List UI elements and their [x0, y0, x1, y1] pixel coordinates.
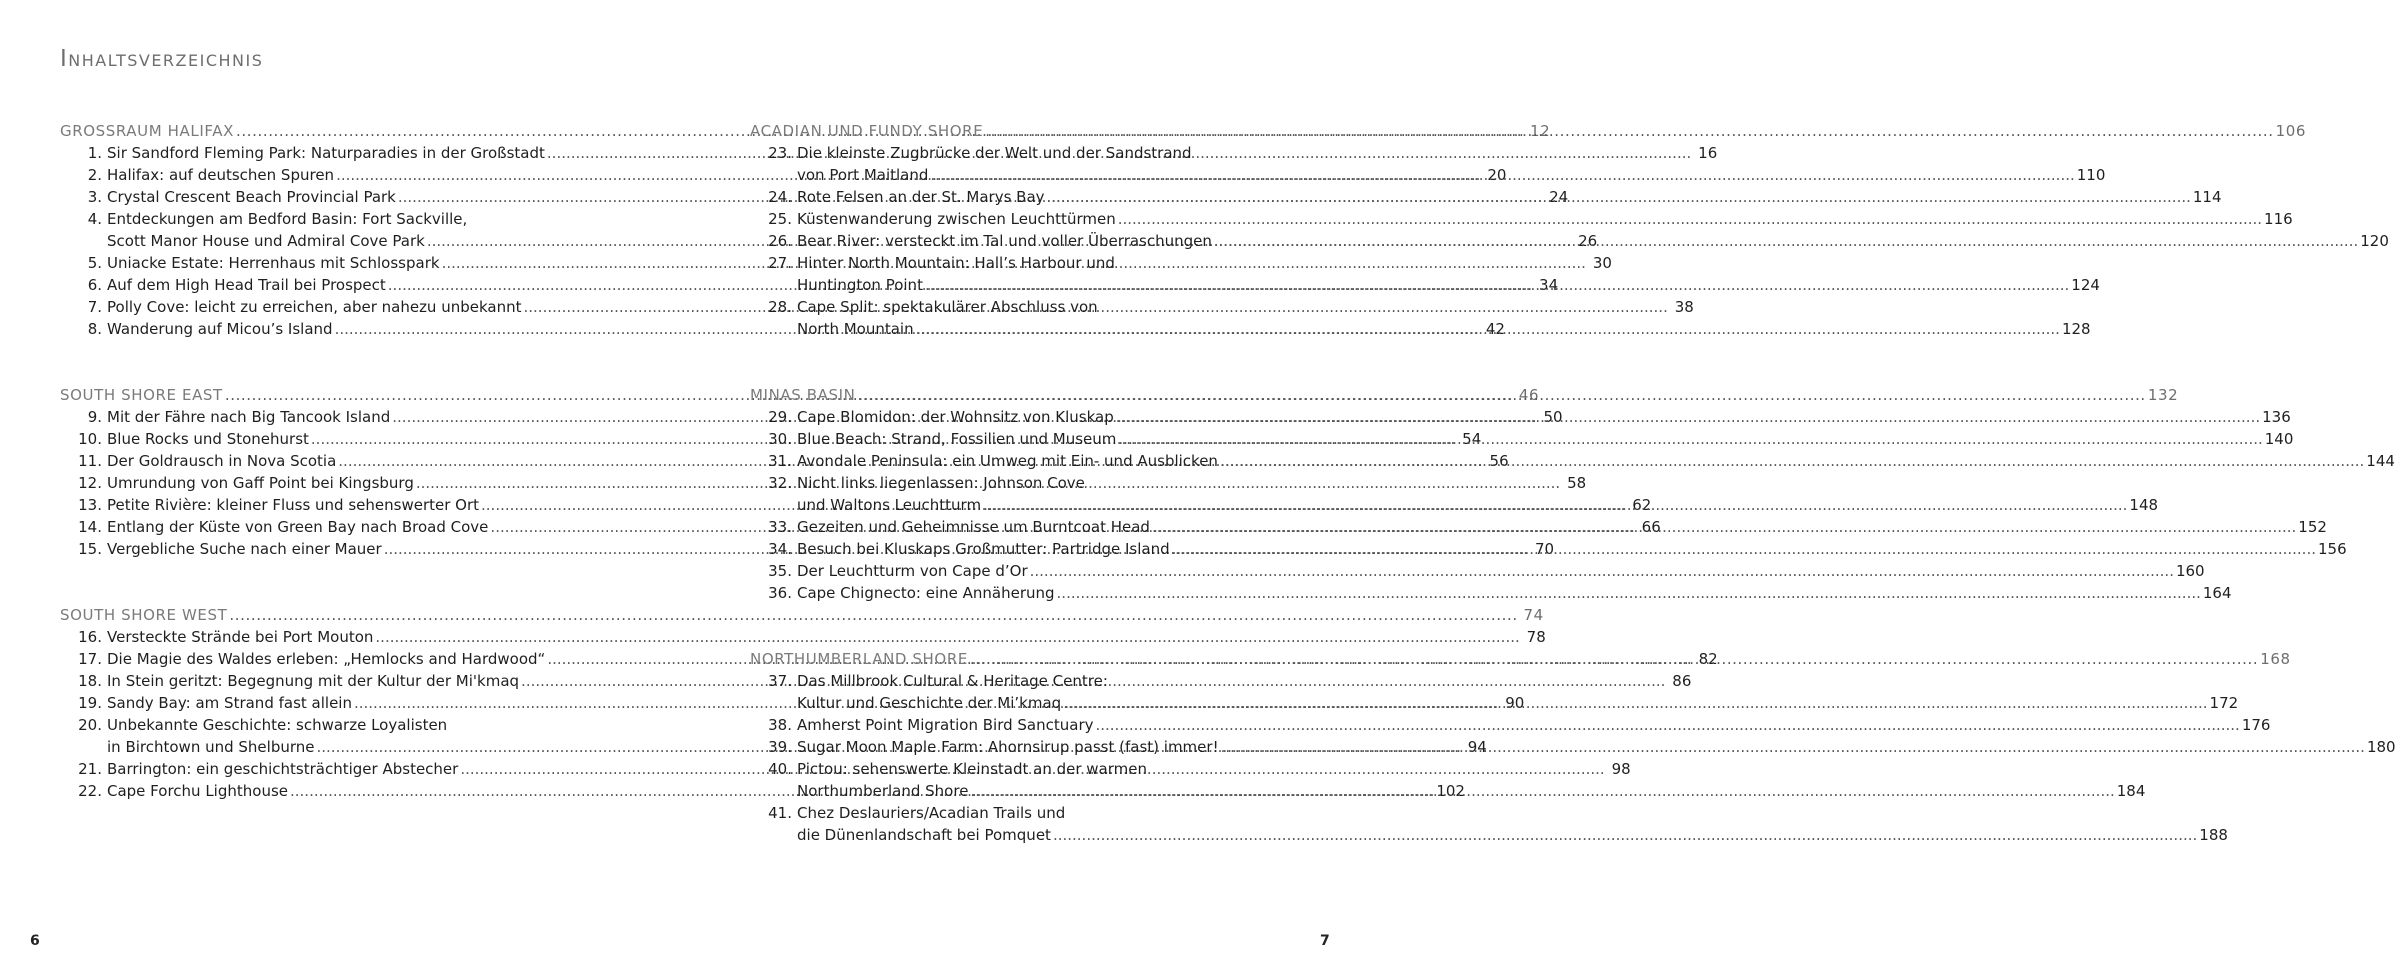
entry-title: von Port Maitland	[797, 166, 929, 184]
entry-number: 9.	[87, 408, 102, 426]
entry-title: Nicht links liegenlassen: Johnson Cove	[797, 474, 1085, 492]
entry-title: Der Goldrausch in Nova Scotia	[107, 452, 337, 470]
page-number-right: 7	[1320, 933, 1330, 949]
entry-title: und Waltons Leuchtturm	[797, 496, 982, 514]
entry-title: Crystal Crescent Beach Provincial Park	[107, 188, 396, 206]
entry-number: 8.	[87, 320, 102, 338]
entry-page-number: 98	[1611, 760, 1631, 778]
entry-number: 3.	[87, 188, 102, 206]
dot-leader	[985, 120, 2273, 142]
entry-number: 14.	[78, 518, 102, 536]
entry-title: Cape Chignecto: eine Annäherung	[797, 584, 1055, 602]
entry-title: Blue Beach: Strand, Fossilien und Museum	[797, 430, 1117, 448]
section-page-number: 12	[1530, 122, 1551, 140]
entry-page-number: 26	[1578, 232, 1598, 250]
entry-title: Chez Deslauriers/Acadian Trails und	[797, 804, 1066, 822]
entry-number: 23.	[768, 144, 792, 162]
entry-title: Besuch bei Kluskaps Großmutter: Partridge Island	[797, 540, 1170, 558]
dot-leader	[1152, 516, 2296, 538]
entry-title: North Mountain	[797, 320, 914, 338]
toc-entry	[750, 142, 1294, 164]
entry-page-number: 94	[1467, 738, 1487, 756]
entry-title: Sir Sandford Fleming Park: Naturparadies in der Großstadt	[107, 144, 545, 162]
dot-leader	[1053, 824, 2197, 846]
entry-number: 37.	[768, 672, 792, 690]
entry-title: Petite Rivière: kleiner Fluss und sehenswerter Ort	[107, 496, 480, 514]
entry-page-number: 42	[1485, 320, 1505, 338]
entry-title: Entlang der Küste von Green Bay nach Broad Cove	[107, 518, 489, 536]
entry-title: Scott Manor House und Admiral Cove Park	[107, 232, 425, 250]
entry-page-number: 184	[2116, 782, 2146, 800]
entry-page-number: 16	[1698, 144, 1718, 162]
entry-title: Die Magie des Waldes erleben: „Hemlocks and Hardwood“	[107, 650, 546, 668]
entry-page-number: 172	[2209, 694, 2239, 712]
section-title: MINAS BASIN	[750, 386, 856, 404]
dot-leader	[970, 780, 2114, 802]
entry-title: Cape Forchu Lighthouse	[107, 782, 288, 800]
entry-title: die Dünenlandschaft bei Pomquet	[797, 826, 1051, 844]
entry-title: Küstenwanderung zwischen Leuchttürmen	[797, 210, 1116, 228]
entry-number: 7.	[87, 298, 102, 316]
entry-title: Halifax: auf deutschen Spuren	[107, 166, 335, 184]
entry-page-number: 116	[2264, 210, 2293, 228]
entry-title: Wanderung auf Micou’s Island	[107, 320, 333, 338]
toc-entry	[750, 714, 2271, 736]
entry-title: Das Millbrook Cultural & Heritage Centre:	[797, 672, 1108, 690]
section-title: ACADIAN UND FUNDY SHORE	[750, 122, 984, 140]
entry-page-number: 140	[2264, 430, 2294, 448]
toc-entry	[750, 472, 1294, 494]
dot-leader	[1220, 450, 2364, 472]
entry-page-number: 66	[1641, 518, 1661, 536]
entry-number: 40.	[768, 760, 792, 778]
entry-number: 6.	[87, 276, 102, 294]
entry-title: Cape Blomidon: der Wohnsitz von Kluskap	[797, 408, 1114, 426]
entry-page-number: 120	[2360, 232, 2389, 250]
entry-number: 29.	[768, 408, 792, 426]
entry-number: 24.	[768, 188, 792, 206]
entry-page-number: 144	[2366, 452, 2395, 470]
entry-number: 34.	[768, 540, 792, 558]
entry-title: Auf dem High Head Trail bei Prospect	[107, 276, 386, 294]
entry-title: Versteckte Strände bei Port Mouton	[107, 628, 374, 646]
entry-number: 11.	[78, 452, 102, 470]
toc-entry	[60, 208, 603, 230]
entry-page-number: 34	[1539, 276, 1559, 294]
entry-title: Sandy Bay: am Strand fast allein	[107, 694, 352, 712]
entry-number: 27.	[768, 254, 792, 272]
entry-number: 17.	[78, 650, 102, 668]
entry-title: Unbekannte Geschichte: schwarze Loyalisten	[107, 716, 448, 734]
entry-number: 20.	[78, 716, 102, 734]
entry-page-number: 110	[2076, 166, 2106, 184]
dot-leader	[1047, 186, 2191, 208]
entry-page-number: 24	[1549, 188, 1569, 206]
entry-number: 35.	[768, 562, 792, 580]
dot-leader	[1063, 692, 2207, 714]
entry-page-number: 30	[1592, 254, 1612, 272]
entry-title: Pictou: sehenswerte Kleinstadt an der warmen	[797, 760, 1147, 778]
entry-number: 41.	[768, 804, 792, 822]
toc-entry	[750, 758, 1294, 780]
entry-page-number: 128	[2061, 320, 2091, 338]
entry-number: 13.	[78, 496, 102, 514]
section-page-number: 168	[2260, 650, 2291, 668]
entry-page-number: 152	[2298, 518, 2327, 536]
entry-page-number: 20	[1487, 166, 1507, 184]
entry-page-number: 38	[1674, 298, 1694, 316]
entry-title: in Birchtown und Shelburne	[107, 738, 315, 756]
entry-number: 21.	[78, 760, 102, 778]
dot-leader	[1118, 428, 2262, 450]
entry-title: Cape Split: spektakulärer Abschluss von	[797, 298, 1098, 316]
toc-entry	[750, 208, 2293, 230]
dot-leader	[983, 494, 2127, 516]
entry-title: Die kleinste Zugbrücke der Welt und der Sandstrand	[797, 144, 1192, 162]
entry-title: Huntington Point	[797, 276, 923, 294]
entry-number: 10.	[78, 430, 102, 448]
section-page-number: 132	[2147, 386, 2179, 404]
toc-entry	[750, 802, 1294, 824]
entry-title: Blue Rocks und Stonehurst	[107, 430, 309, 448]
entry-title: Rote Felsen an der St. Marys Bay	[797, 188, 1045, 206]
section-title: NORTHUMBERLAND SHORE	[750, 650, 968, 668]
entry-title: Avondale Peninsula: ein Umweg mit Ein- und Ausblicken	[797, 452, 1218, 470]
entry-title: Sugar Moon Maple Farm: Ahornsirup passt (fast) immer!	[797, 738, 1219, 756]
page-number-left: 6	[30, 933, 40, 949]
entry-number: 22.	[78, 782, 102, 800]
toc-entry	[750, 296, 1294, 318]
entry-title: Hinter North Mountain: Hall’s Harbour und	[797, 254, 1115, 272]
entry-title: Uniacke Estate: Herrenhaus mit Schlosspark	[107, 254, 440, 272]
dot-leader	[925, 274, 2069, 296]
entry-page-number: 148	[2129, 496, 2159, 514]
section-title: SOUTH SHORE EAST	[60, 386, 223, 404]
entry-number: 15.	[78, 540, 102, 558]
entry-title: Vergebliche Suche nach einer Mauer	[107, 540, 382, 558]
entry-title: Polly Cove: leicht zu erreichen, aber nahezu unbekannt	[107, 298, 522, 316]
entry-page-number: 124	[2071, 276, 2100, 294]
entry-page-number: 56	[1489, 452, 1509, 470]
entry-page-number: 58	[1567, 474, 1587, 492]
dot-leader	[1221, 736, 2365, 758]
toc-entry	[750, 560, 2205, 582]
entry-title: Northumberland Shore	[797, 782, 969, 800]
entry-title: Umrundung von Gaff Point bei Kingsburg	[107, 474, 414, 492]
toc-entry	[750, 670, 1294, 692]
entry-title: Gezeiten und Geheimnisse um Burntcoat Head	[797, 518, 1150, 536]
entry-page-number: 62	[1632, 496, 1652, 514]
entry-title: Der Leuchtturm von Cape d’Or	[797, 562, 1028, 580]
entry-page-number: 54	[1462, 430, 1482, 448]
entry-page-number: 90	[1505, 694, 1525, 712]
dot-leader	[970, 648, 2258, 670]
page-title: Inhaltsverzeichnis	[60, 46, 264, 72]
entry-page-number: 78	[1526, 628, 1546, 646]
entry-number: 32.	[768, 474, 792, 492]
toc-entry	[750, 582, 2232, 604]
entry-page-number: 164	[2202, 584, 2232, 602]
entry-title: Kultur und Geschichte der Mi’kmaq	[797, 694, 1062, 712]
entry-number: 38.	[768, 716, 792, 734]
dot-leader	[1214, 230, 2358, 252]
entry-title: In Stein geritzt: Begegnung mit der Kultur der Mi'kmaq	[107, 672, 520, 690]
entry-number: 18.	[78, 672, 102, 690]
entry-number: 36.	[768, 584, 792, 602]
toc-entry	[750, 252, 1294, 274]
entry-number: 4.	[87, 210, 102, 228]
dot-leader	[1095, 714, 2239, 736]
entry-title: Amherst Point Migration Bird Sanctuary	[797, 716, 1094, 734]
section-title: GROSSRAUM HALIFAX	[60, 122, 234, 140]
section-heading	[60, 604, 1544, 626]
dot-leader	[1118, 208, 2262, 230]
entry-page-number: 70	[1534, 540, 1555, 558]
entry-title: Mit der Fähre nach Big Tancook Island	[107, 408, 391, 426]
entry-number: 12.	[78, 474, 102, 492]
dot-leader	[1057, 582, 2201, 604]
entry-number: 31.	[768, 452, 792, 470]
entry-page-number: 176	[2241, 716, 2271, 734]
section-page-number: 74	[1523, 606, 1544, 624]
dot-leader	[857, 384, 2145, 406]
section-page-number: 106	[2275, 122, 2307, 140]
dot-leader	[1030, 560, 2174, 582]
entry-number: 2.	[87, 166, 102, 184]
entry-page-number: 188	[2199, 826, 2228, 844]
entry-number: 28.	[768, 298, 792, 316]
entry-page-number: 136	[2262, 408, 2291, 426]
entry-number: 30.	[768, 430, 792, 448]
entry-page-number: 180	[2366, 738, 2396, 756]
entry-page-number: 114	[2192, 188, 2222, 206]
entry-number: 19.	[78, 694, 102, 712]
entry-number: 16.	[78, 628, 102, 646]
toc-entry	[60, 714, 603, 736]
entry-page-number: 160	[2175, 562, 2205, 580]
entry-title: Barrington: ein geschichtsträchtiger Abstecher	[107, 760, 459, 778]
dot-leader	[1116, 406, 2260, 428]
entry-number: 26.	[768, 232, 792, 250]
entry-title: Bear River: versteckt im Tal und voller Überraschungen	[797, 232, 1212, 250]
entry-page-number: 86	[1672, 672, 1692, 690]
dot-leader	[916, 318, 2060, 340]
toc-entry	[750, 186, 2222, 208]
toc-entry	[750, 824, 2228, 846]
entry-title: Entdeckungen am Bedford Basin: Fort Sackville,	[107, 210, 468, 228]
toc-entry	[750, 230, 2389, 252]
toc-entry	[60, 626, 1546, 648]
entry-page-number: 102	[1436, 782, 1465, 800]
entry-number: 1.	[87, 144, 102, 162]
entry-page-number: 156	[2317, 540, 2347, 558]
section-page-number: 46	[1518, 386, 1540, 404]
entry-number: 33.	[768, 518, 792, 536]
entry-number: 25.	[768, 210, 792, 228]
dot-leader	[930, 164, 2074, 186]
entry-number: 5.	[87, 254, 102, 272]
entry-number: 39.	[768, 738, 792, 756]
section-title: SOUTH SHORE WEST	[60, 606, 228, 624]
entry-page-number: 82	[1698, 650, 1718, 668]
dot-leader	[1172, 538, 2316, 560]
entry-page-number: 50	[1543, 408, 1563, 426]
